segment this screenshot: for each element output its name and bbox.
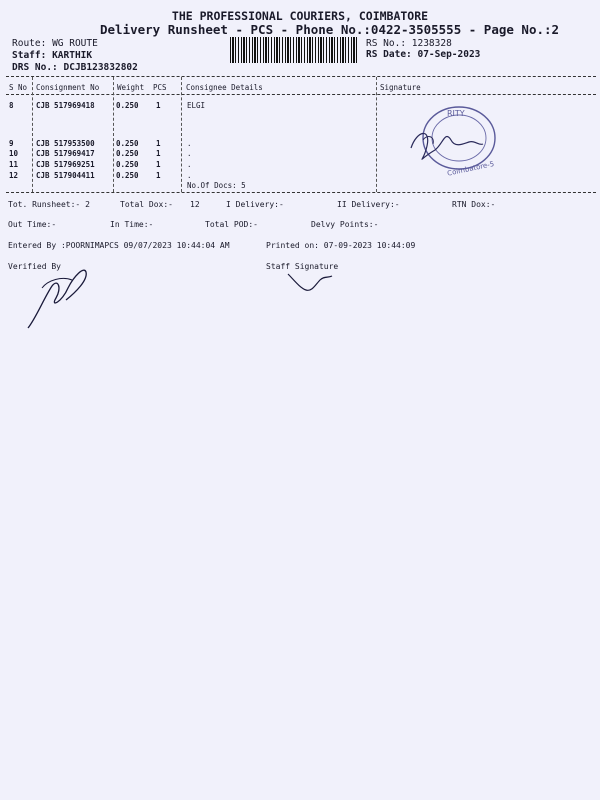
col-divider bbox=[181, 77, 182, 192]
row-weight: 0.250 bbox=[116, 101, 139, 110]
row-consignee: ELGI bbox=[187, 101, 206, 110]
row-pcs: 1 bbox=[156, 171, 161, 180]
rtn-dox: RTN Dox:- bbox=[452, 200, 496, 209]
rs-number: RS No.: 1238328 bbox=[366, 38, 452, 49]
col-divider bbox=[113, 77, 114, 192]
in-time: In Time:- bbox=[110, 220, 154, 229]
row-weight: 0.250 bbox=[116, 160, 139, 169]
drs-label: DRS No.: bbox=[12, 62, 58, 73]
route-value: WG ROUTE bbox=[52, 38, 98, 49]
total-pod: Total POD:- bbox=[205, 220, 258, 229]
row-consignment: CJB 517969251 bbox=[36, 160, 95, 169]
row-consignment: CJB 517953500 bbox=[36, 139, 95, 148]
row-consignment: CJB 517969417 bbox=[36, 149, 95, 158]
company-stamp bbox=[405, 100, 497, 180]
col-header-pcs: PCS bbox=[153, 83, 167, 92]
row-consignee: . bbox=[187, 149, 192, 158]
row-weight: 0.250 bbox=[116, 171, 139, 180]
verified-signature bbox=[22, 258, 102, 334]
row-pcs: 1 bbox=[156, 160, 161, 169]
printed-on: Printed on: 07-09-2023 10:44:09 bbox=[266, 241, 416, 250]
out-time: Out Time:- bbox=[8, 220, 57, 229]
row-weight: 0.250 bbox=[116, 139, 139, 148]
row-consignee: . bbox=[187, 160, 192, 169]
staff-signature-label: Staff Signature bbox=[266, 262, 339, 271]
ii-delivery: II Delivery:- bbox=[337, 200, 400, 209]
col-header-consignment: Consignment No bbox=[36, 83, 100, 92]
row-pcs: 1 bbox=[156, 139, 161, 148]
row-weight: 0.250 bbox=[116, 149, 139, 158]
company-name: THE PROFESSIONAL COURIERS, COIMBATORE bbox=[171, 9, 429, 23]
no-of-docs: No.Of Docs: 5 bbox=[187, 181, 246, 190]
row-consignment: CJB 517904411 bbox=[36, 171, 95, 180]
col-divider bbox=[376, 77, 377, 192]
verified-by-label: Verified By bbox=[8, 262, 61, 271]
staff-label: Staff: bbox=[12, 50, 47, 61]
drs-line bbox=[12, 62, 138, 73]
drs-value: DCJB123832802 bbox=[63, 62, 138, 73]
stamp-bottom-text: Coimbatore-5 bbox=[446, 159, 495, 178]
runsheet-title: Delivery Runsheet - PCS - Phone No.:0422-3505555 - Page No.:2 bbox=[100, 22, 560, 37]
table-top-rule bbox=[6, 76, 596, 77]
row-sno: 9 bbox=[9, 139, 14, 148]
row-consignee: . bbox=[187, 139, 192, 148]
col-header-signature: Signature bbox=[380, 83, 421, 92]
total-dox-value: 12 bbox=[190, 200, 200, 209]
route-label: Route: bbox=[12, 38, 47, 49]
row-sno: 10 bbox=[9, 149, 19, 158]
total-dox-label: Total Dox:- bbox=[120, 200, 173, 209]
route-line bbox=[12, 38, 98, 49]
row-sno: 12 bbox=[9, 171, 19, 180]
staff-signature bbox=[286, 266, 346, 296]
row-sno: 8 bbox=[9, 101, 14, 110]
barcode bbox=[230, 37, 358, 63]
stamp-top-text: RITY bbox=[447, 109, 465, 118]
delvy-points: Delvy Points:- bbox=[311, 220, 379, 229]
col-header-sno: S No bbox=[9, 83, 28, 92]
row-sno: 11 bbox=[9, 160, 19, 169]
tot-runsheet: Tot. Runsheet:- 2 bbox=[8, 200, 90, 209]
row-consignment: CJB 517969418 bbox=[36, 101, 95, 110]
row-consignee: . bbox=[187, 171, 192, 180]
row-pcs: 1 bbox=[156, 101, 161, 110]
table-bottom-rule bbox=[6, 192, 596, 193]
staff-line bbox=[12, 50, 92, 61]
staff-value: KARTHIK bbox=[52, 50, 93, 61]
col-header-weight: Weight bbox=[117, 83, 145, 92]
col-divider bbox=[32, 77, 33, 192]
entered-by: Entered By :POORNIMAPCS 09/07/2023 10:44:04 AM bbox=[8, 241, 230, 250]
col-header-consignee: Consignee Details bbox=[186, 83, 263, 92]
row-pcs: 1 bbox=[156, 149, 161, 158]
i-delivery: I Delivery:- bbox=[226, 200, 284, 209]
rs-date: RS Date: 07-Sep-2023 bbox=[366, 49, 481, 60]
table-header-rule bbox=[6, 94, 596, 95]
